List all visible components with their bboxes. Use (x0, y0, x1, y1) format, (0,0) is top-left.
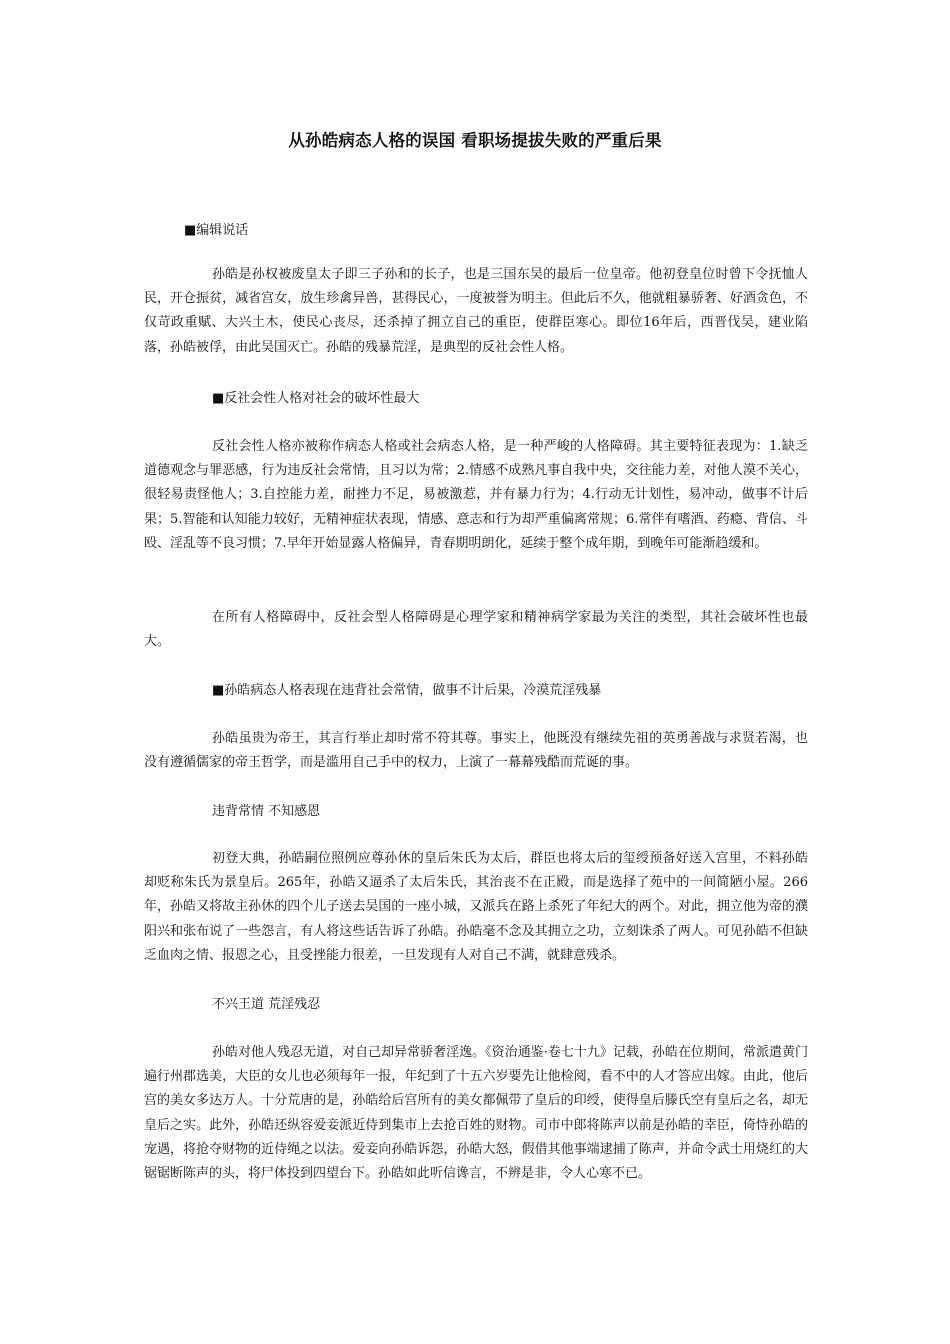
subsection2-heading: 不兴王道 荒淫残忍 (212, 997, 321, 1012)
subsection2-paragraph: 孙皓对他人残忍无道，对自己却异常骄奢淫逸。《资治通鉴·卷七十九》记载，孙皓在位期间，常派遣黄门遍行州郡选美，大臣的女儿也必须每年一报，年纪到了十五六岁要先让他检阅，看不中的人才答应出嫁。由此，他后宫的美女多达万人。十分荒唐的是，孙皓给后宫所有的美女都佩带了皇后的印绶，使得皇后滕氏空有皇后之名，却无皇后之实。此外，孙皓还纵容爱妾派近侍到集市上去抢百姓的财物。司市中郎将陈声以前是孙皓的幸臣，倚恃孙皓的宠遇，将抢夺财物的近侍绳之以法。爱妾向孙皓诉怨，孙皓大怒，假借其他事端逮捕了陈声，并命令武士用烧红的大锯锯断陈声的头，将尸体投到四望台下。孙皓如此听信谗言，不辨是非，令人心寒不已。 (144, 1045, 808, 1182)
section1-heading: ■反社会性人格对社会的破坏性最大 (212, 391, 420, 406)
intro-paragraph: 孙皓是孙权被废皇太子即三子孙和的长子，也是三国东吴的最后一位皇帝。他初登皇位时曾下令抚恤人民，开仓振贫，减省宫女，放生珍禽异兽，甚得民心，一度被誉为明主。但此后不久，他就粗暴骄奢、好酒贪色，不仅苛政重赋、大兴土木，使民心丧尽，还杀掉了拥立自己的重臣，使群臣寒心。即位16年后，西晋伐吴，建业陷落，孙皓被俘，由此吴国灭亡。孙皓的残暴荒淫，是典型的反社会性人格。 (144, 267, 808, 355)
section2-paragraph-1: 孙皓虽贵为帝王，其言行举止却时常不符其尊。事实上，他既没有继续先祖的英勇善战与求贤若渴，也没有遵循儒家的帝王哲学，而是滥用自己手中的权力，上演了一幕幕残酷而荒诞的事。 (144, 731, 808, 771)
subsection1-heading: 违背常情 不知感恩 (212, 804, 321, 819)
editor-heading: ■编辑说话 (184, 223, 249, 238)
section1-paragraph-1: 反社会性人格亦被称作病态人格或社会病态人格，是一种严峻的人格障碍。其主要特征表现为：1.缺乏道德观念与罪恶感，行为违反社会常情，且习以为常；2.情感不成熟凡事自我中央，交往能力差，对他人漠不关心，很轻易责怪他人；3.自控能力差，耐挫力不足，易被激惹，并有暴力行为；4.行动无计划性，易冲动，做事不计后果；5.智能和认知能力较好，无精神症状表现，情感、意志和行为却严重偏离常规；6.常伴有嗜酒、药瘾、背信、斗殴、淫乱等不良习惯；7.早年开始显露人格偏异，青春期明朗化，延续于整个成年期，到晚年可能渐趋缓和。 (144, 439, 808, 551)
section2-heading: ■孙皓病态人格表现在违背社会常情，做事不计后果，冷漠荒淫残暴 (212, 683, 602, 698)
section1-paragraph-2: 在所有人格障碍中，反社会型人格障碍是心理学家和精神病学家最为关注的类型，其社会破坏性也最大。 (144, 610, 808, 650)
document-title: 从孙皓病态人格的误国 看职场提拔失败的严重后果 (288, 131, 662, 150)
subsection1-paragraph: 初登大典，孙皓嗣位照例应尊孙休的皇后朱氏为太后，群臣也将太后的玺绶预备好送入宫里，不料孙皓却贬称朱氏为景皇后。265年，孙皓又逼杀了太后朱氏，其治丧不在正殿，而是选择了苑中的一间简陋小屋。266年，孙皓又将故主孙休的四个儿子送去吴国的一座小城，又派兵在路上杀死了年纪大的两个。对此，拥立他为帝的濮阳兴和张布说了一些怨言，有人将这些话告诉了孙皓。孙皓毫不念及其拥立之功，立刻诛杀了两人。可见孙皓不但缺乏血肉之情、报恩之心，且受挫能力很差，一旦发现有人对自己不满，就肆意残杀。 (144, 851, 808, 963)
